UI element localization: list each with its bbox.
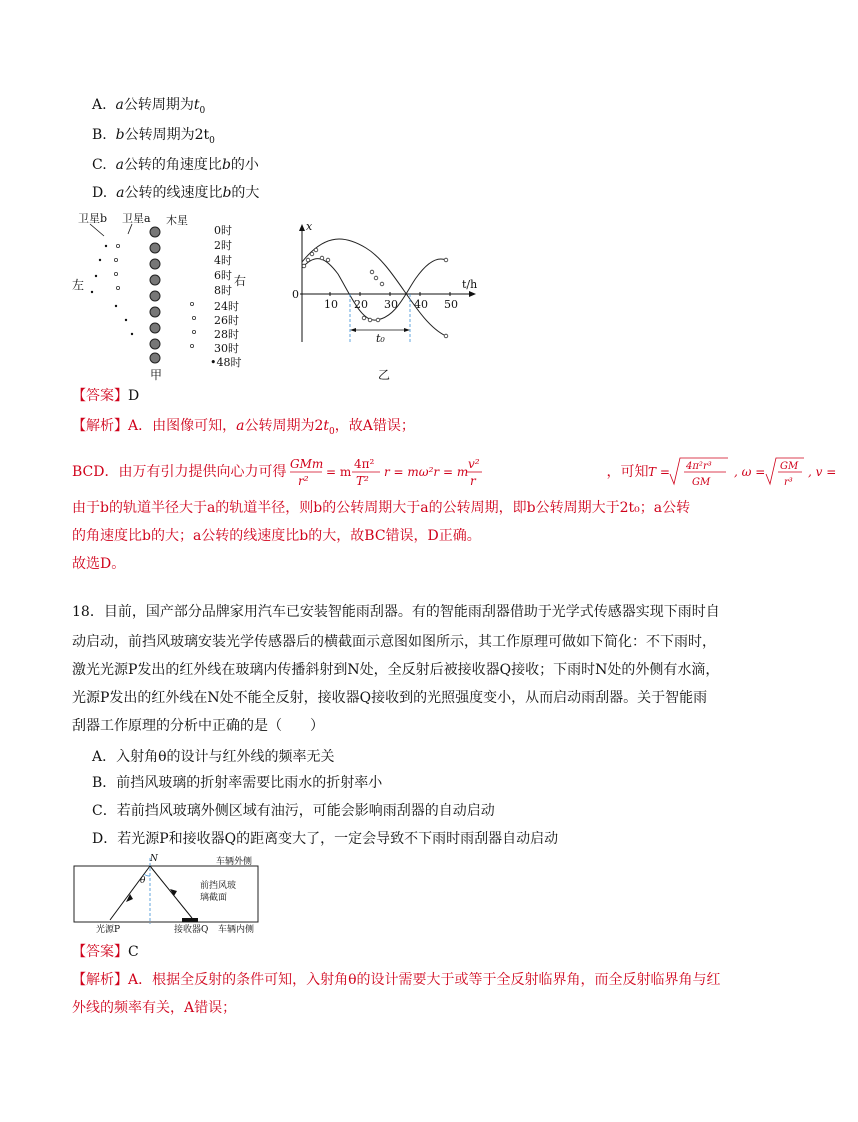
time-label: 26时 xyxy=(214,314,239,327)
time-label: 6时 xyxy=(214,269,232,282)
label-glass-2: 璃截面 xyxy=(200,893,228,903)
q17-option-c: C. a公转的角速度比b的小 xyxy=(92,157,259,173)
time-label: 2时 xyxy=(214,239,232,252)
svg-text:, v =: , v = xyxy=(808,465,837,479)
label-outside: 车辆外侧 xyxy=(216,857,253,867)
svg-text:T =: T = xyxy=(648,465,671,479)
label-sat-a: 卫星a xyxy=(122,212,151,225)
q17-analysis-line3: 的角速度比b的大；a公转的线速度比b的大，故BC错误，D正确。 xyxy=(72,528,481,544)
label-sat-b: 卫星b xyxy=(78,212,108,225)
yi-tick: 50 xyxy=(444,298,458,311)
q18-answer: 【答案】C xyxy=(72,944,139,960)
label-source: 光源P xyxy=(96,925,121,935)
svg-text:, ω =: , ω = xyxy=(734,465,766,479)
yi-tick: 40 xyxy=(414,298,428,311)
q18-option-b: B．前挡风玻璃的折射率需要比雨水的折射率小 xyxy=(92,775,383,791)
q17-analysis-bcd: BCD．由万有引力提供向心力可得 GMm r² = m 4π² T² r = mω²r = m v² r ，可知 T = 4π²r³ GM , ω = GM r³ , v = xyxy=(72,454,858,490)
svg-text:v²: v² xyxy=(468,457,481,471)
q17-analysis-line2: 由于b的轨道半径大于a的轨道半径，则b的公转周期大于a的公转周期，即b公转周期大于2t₀；a公转 xyxy=(72,500,691,516)
q18-stem-line: 刮器工作原理的分析中正确的是（ ） xyxy=(72,718,324,734)
q18-stem-line: 18．目前，国产部分品牌家用汽车已安装智能雨刮器。有的智能雨刮器借助于光学式传感器实现下雨时自 xyxy=(72,604,720,620)
svg-text:4π²r³: 4π²r³ xyxy=(686,461,713,472)
q18-stem-line: 光源P发出的红外线在N处不能全反射，接收器Q接收到的光照强度变小，从而启动雨刮器。关于智能雨 xyxy=(72,690,708,706)
q18-option-c: C．若前挡风玻璃外侧区域有油污，可能会影响雨刮器的自动启动 xyxy=(92,803,495,819)
q17-choose: 故选D。 xyxy=(72,556,126,572)
svg-text:r: r xyxy=(470,474,477,488)
figure-jia xyxy=(70,208,260,384)
label-inside: 车辆内侧 xyxy=(218,925,255,935)
svg-text:r²: r² xyxy=(298,474,310,488)
label-receiver: 接收器Q xyxy=(174,925,209,935)
q18-stem-line: 激光光源P发出的红外线在玻璃内传播斜射到N处，全反射后被接收器Q接收；下雨时N处的外侧有水滴， xyxy=(72,662,720,678)
yi-y-label: x xyxy=(306,220,313,233)
time-label: 8时 xyxy=(214,284,232,297)
q18-figure xyxy=(70,854,270,936)
figure-yi xyxy=(286,222,486,384)
time-label: 4时 xyxy=(214,254,232,267)
svg-text:r = mω²r = m: r = mω²r = m xyxy=(384,465,469,479)
label-theta: θ xyxy=(140,876,146,886)
caption-yi: 乙 xyxy=(378,368,391,382)
yi-origin: 0 xyxy=(292,288,299,301)
time-label: 0时 xyxy=(214,224,232,237)
q18-analysis-line2: 外线的频率有关，A错误； xyxy=(72,1000,237,1016)
time-label: 24时 xyxy=(214,300,239,313)
q18-option-d: D．若光源P和接收器Q的距离变大了，一定会导致不下雨时雨刮器自动启动 xyxy=(92,831,559,847)
label-right: 右 xyxy=(234,274,247,288)
yi-tick: 20 xyxy=(354,298,368,311)
q18-stem-line: 动启动，前挡风玻璃安装光学传感器后的横截面示意图如图所示，其工作原理可做如下简化：不下雨时， xyxy=(72,634,716,650)
svg-text:r³: r³ xyxy=(784,477,794,488)
q17-analysis-a: 【解析】A．由图像可知，a公转周期为$2t_0$，故A错误； xyxy=(72,418,415,437)
label-jupiter: 木星 xyxy=(166,214,188,227)
q17-option-b: B. b公转周期为$2t_0$ xyxy=(92,127,215,146)
q17-option-d: D. a公转的线速度比b的大 xyxy=(92,185,260,201)
svg-text:4π²: 4π² xyxy=(354,457,375,471)
time-label: 30时 xyxy=(214,342,239,355)
svg-text:GM: GM xyxy=(692,477,711,488)
yi-tick: 10 xyxy=(324,298,338,311)
svg-text:T²: T² xyxy=(356,474,370,488)
caption-jia: 甲 xyxy=(150,368,163,382)
q17-option-a: A. a公转周期为$t_0$ xyxy=(92,97,206,116)
yi-tick: 30 xyxy=(384,298,398,311)
period-formulas xyxy=(648,454,858,490)
gravity-formula xyxy=(288,454,606,490)
svg-text:= m: = m xyxy=(326,465,352,479)
q17-answer: 【答案】D xyxy=(72,388,140,404)
label-left: 左 xyxy=(72,278,85,292)
q18-option-a: A．入射角θ的设计与红外线的频率无关 xyxy=(92,749,335,765)
label-n: N xyxy=(150,854,158,864)
time-label: 28时 xyxy=(214,328,239,341)
svg-text:GMm: GMm xyxy=(290,457,324,471)
yi-x-label: t/h xyxy=(462,278,478,291)
label-glass-1: 前挡风玻 xyxy=(200,881,237,891)
time-label: •48时 xyxy=(210,356,242,369)
svg-text:GM: GM xyxy=(780,461,799,472)
q18-analysis-line1: 【解析】A．根据全反射的条件可知，入射角θ的设计需要大于或等于全反射临界角，而全反射临界角与红 xyxy=(72,972,721,988)
yi-period-label: t₀ xyxy=(376,332,385,345)
